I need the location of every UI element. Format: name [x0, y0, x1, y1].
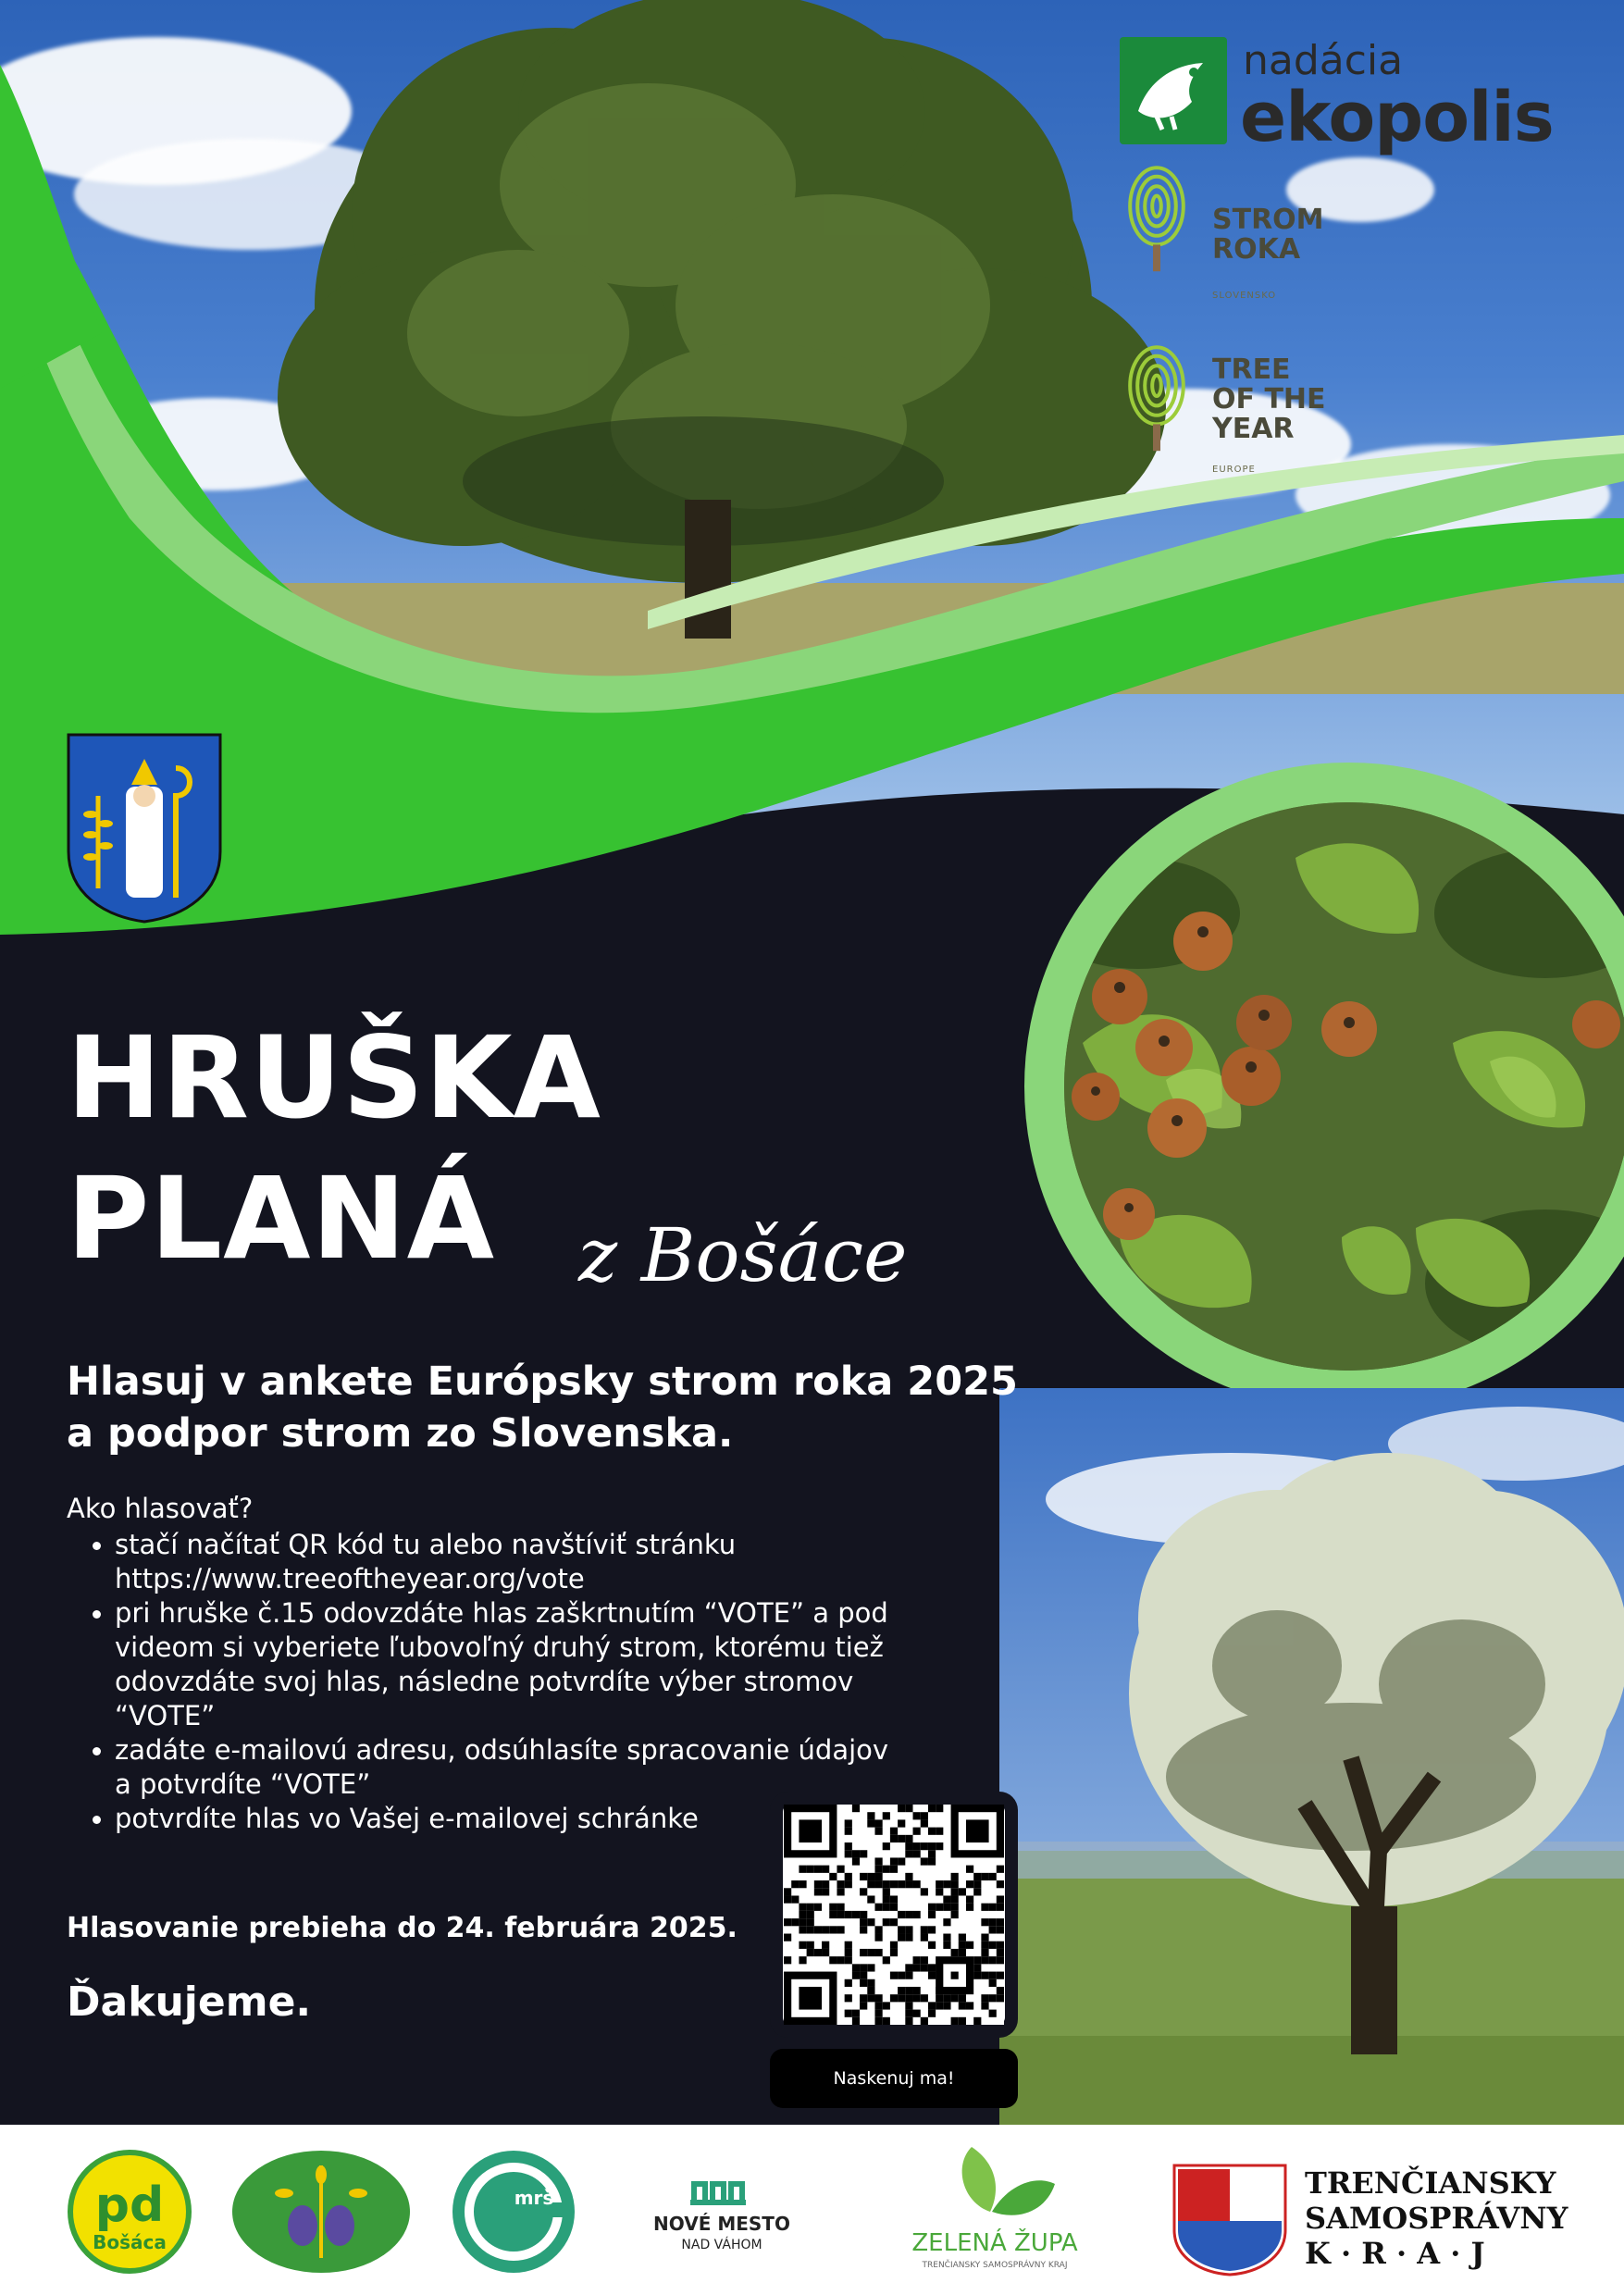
title-line1: HRUŠKA [67, 1012, 601, 1144]
tsk-line3: K · R · A · J [1305, 2236, 1485, 2271]
strom-roka-line2: ROKA [1212, 233, 1301, 266]
nove-mesto-line1: NOVÉ MESTO [653, 2213, 790, 2235]
thanks-text: Ďakujeme. [67, 1979, 312, 2026]
fingerprint-tree-icon [1120, 344, 1194, 455]
tree-of-year-line3: YEAR [1212, 413, 1295, 445]
ekopolis-small-text: nadácia [1243, 37, 1404, 84]
title-line2: PLANÁ [67, 1153, 496, 1284]
trenciansky-kraj-logo [1171, 2147, 1578, 2276]
howto-item: zadáte e-mailovú adresu, odsúhlasíte spracovanie údajov a potvrdíte “VOTE” [67, 1733, 899, 1802]
howto-list [67, 1528, 955, 1836]
tree-of-the-year-logo [1120, 344, 1379, 483]
pd-sub: Bošáca [93, 2231, 167, 2253]
lead-line2: a podpor strom zo Slovenska. [67, 1410, 734, 1457]
howto-item: stačí načítať QR kód tu alebo navštíviť stránku https://www.treeoftheyear.org/vote [67, 1528, 955, 1596]
pd-bosaca-logo [65, 2147, 194, 2276]
tree-of-year-line2: OF THE [1212, 383, 1326, 416]
ekopolis-logo [1120, 37, 1592, 157]
ekopolis-big-text: ekopolis [1240, 78, 1554, 157]
title-suffix: z Bošáce [578, 1212, 908, 1298]
tree-of-year-line1: TREE [1212, 354, 1291, 386]
howto-item: pri hruške č.15 odovzdáte hlas zaškrtnutím “VOTE” a pod videom si vyberiete ľubovoľný druhý strom, ktorému tiež odovzdáte svoj hlas, následne potvrdíte výber stromov “VOTE” [67, 1596, 955, 1733]
mrs-logo [449, 2147, 578, 2276]
fingerprint-tree-icon [1120, 165, 1194, 276]
pear-fruit-photo [1064, 802, 1624, 1371]
zelena-zupa-line1: ZELENÁ ŽUPA [911, 2229, 1078, 2257]
deadline-text: Hlasovanie prebieha do 24. februára 2025. [67, 1912, 738, 1944]
coat-of-arms-icon [65, 731, 224, 925]
tsk-line2: SAMOSPRÁVNY [1305, 2201, 1568, 2236]
strom-roka-logo [1120, 165, 1379, 304]
mrs-text: mrš [514, 2187, 554, 2209]
tsk-line1: TRENČIANSKY [1305, 2165, 1556, 2201]
ekopolis-bird-icon [1120, 37, 1227, 144]
qr-code[interactable] [783, 1805, 1005, 2025]
qr-card[interactable] [770, 1792, 1018, 2038]
lead-line1: Hlasuj v ankete Európsky strom roka 2025 [67, 1358, 1018, 1405]
nove-mesto-logo [638, 2147, 805, 2276]
strom-roka-sub: SLOVENSKO [1212, 291, 1277, 301]
zelena-zupa-logo [888, 2147, 1101, 2276]
nove-mesto-line2: NAD VÁHOM [681, 2238, 762, 2252]
strom-roka-line1: STROM [1212, 204, 1324, 236]
plum-emblem-logo [229, 2147, 414, 2276]
qr-code-pattern [783, 1805, 1005, 2025]
scan-me-button[interactable]: Naskenuj ma! [770, 2049, 1018, 2108]
howto-section [67, 1492, 955, 1836]
howto-heading: Ako hlasovať? [67, 1493, 254, 1524]
tree-of-year-sub: EUROPE [1212, 465, 1256, 475]
blossom-tree-photo [999, 1388, 1624, 2128]
pd-text: pd [94, 2177, 165, 2233]
howto-item: potvrdíte hlas vo Vašej e-mailovej schránke [67, 1802, 825, 1836]
lead-text [67, 1356, 1122, 1459]
zelena-zupa-line2: TRENČIANSKY SAMOSPRÁVNY KRAJ [922, 2261, 1068, 2270]
